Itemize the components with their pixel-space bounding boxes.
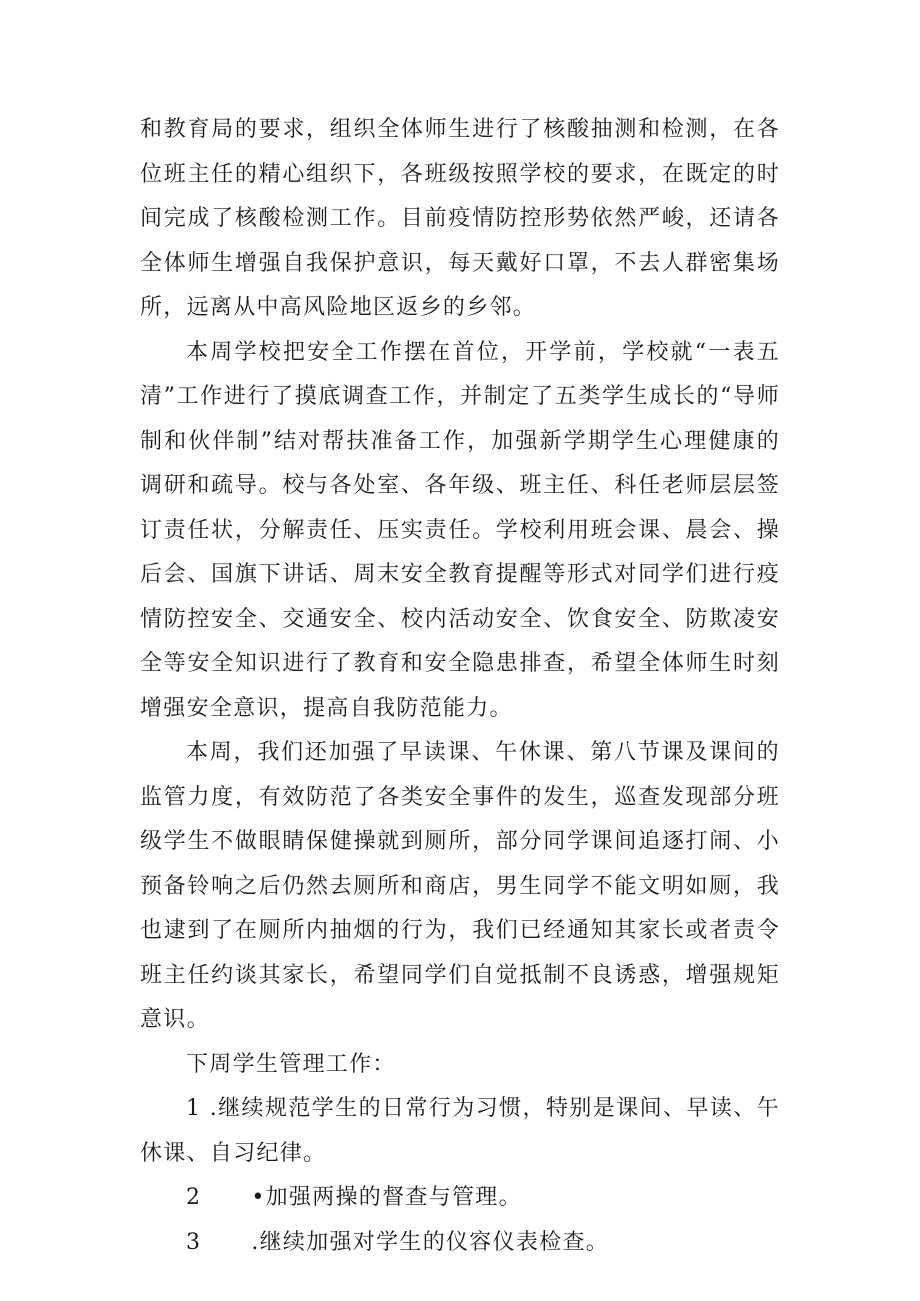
paragraph-3: 本周，我们还加强了早读课、午休课、第八节课及课间的监管力度，有效防范了各类安全事件的发生，巡查发现部分班级学生不做眼睛保健操就到厕所，部分同学课间追逐打闹、小预备铃响之后仍然去厕所和商店，男生同学不能文明如厕，我也逮到了在厕所内抽烟的行为，我们已经通知其家长或者责令班主任约谈其家长，希望同学们自觉抵制不良诱惑，增强规矩意识。 [140,740,780,1032]
paragraph-1: 和教育局的要求，组织全体师生进行了核酸抽测和检测，在各位班主任的精心组织下，各班级按照学校的要求，在既定的时间完成了核酸检测工作。目前疫情防控形势依然严峻，还请各全体师生增强自我保护意识，每天戴好口罩，不去人群密集场所，远离从中高风险地区返乡的乡邻。 [140,117,780,320]
paragraph-4: 下周学生管理工作： [186,1051,396,1077]
list-item-2-number: 2 [186,1185,202,1210]
list-item-1 [140,1087,780,1176]
list-item-1-text: .继续规范学生的日常行为习惯，特别是课间、早读、午休课、自习纪律。 [140,1096,781,1166]
list-item-2-text: •加强两操的督查与管理。 [251,1185,522,1210]
list-item-3-text: .继续加强对学生的仪容仪表检查。 [251,1229,610,1255]
list-item-2 [140,1176,780,1221]
list-item-1-number: 1 [186,1096,202,1121]
document-body [140,108,780,1265]
list-item-3 [140,1221,780,1266]
list-item-3-number: 3 [186,1229,202,1255]
paragraph-2: 本周学校把安全工作摆在首位，开学前，学校就“一表五清”工作进行了摸底调查工作，并制定了五类学生成长的“导师制和伙伴制”结对帮扶准备工作，加强新学期学生心理健康的调研和疏导。校与各处室、各年级、班主任、科任老师层层签订责任状，分解责任、压实责任。学校利用班会课、晨会、操后会、国旗下讲话、周末安全教育提醒等形式对同学们进行疫情防控安全、交通安全、校内活动安全、饮食安全、防欺凌安全等安全知识进行了教育和安全隐患排查，希望全体师生时刻增强安全意识，提高自我防范能力。 [140,339,780,721]
